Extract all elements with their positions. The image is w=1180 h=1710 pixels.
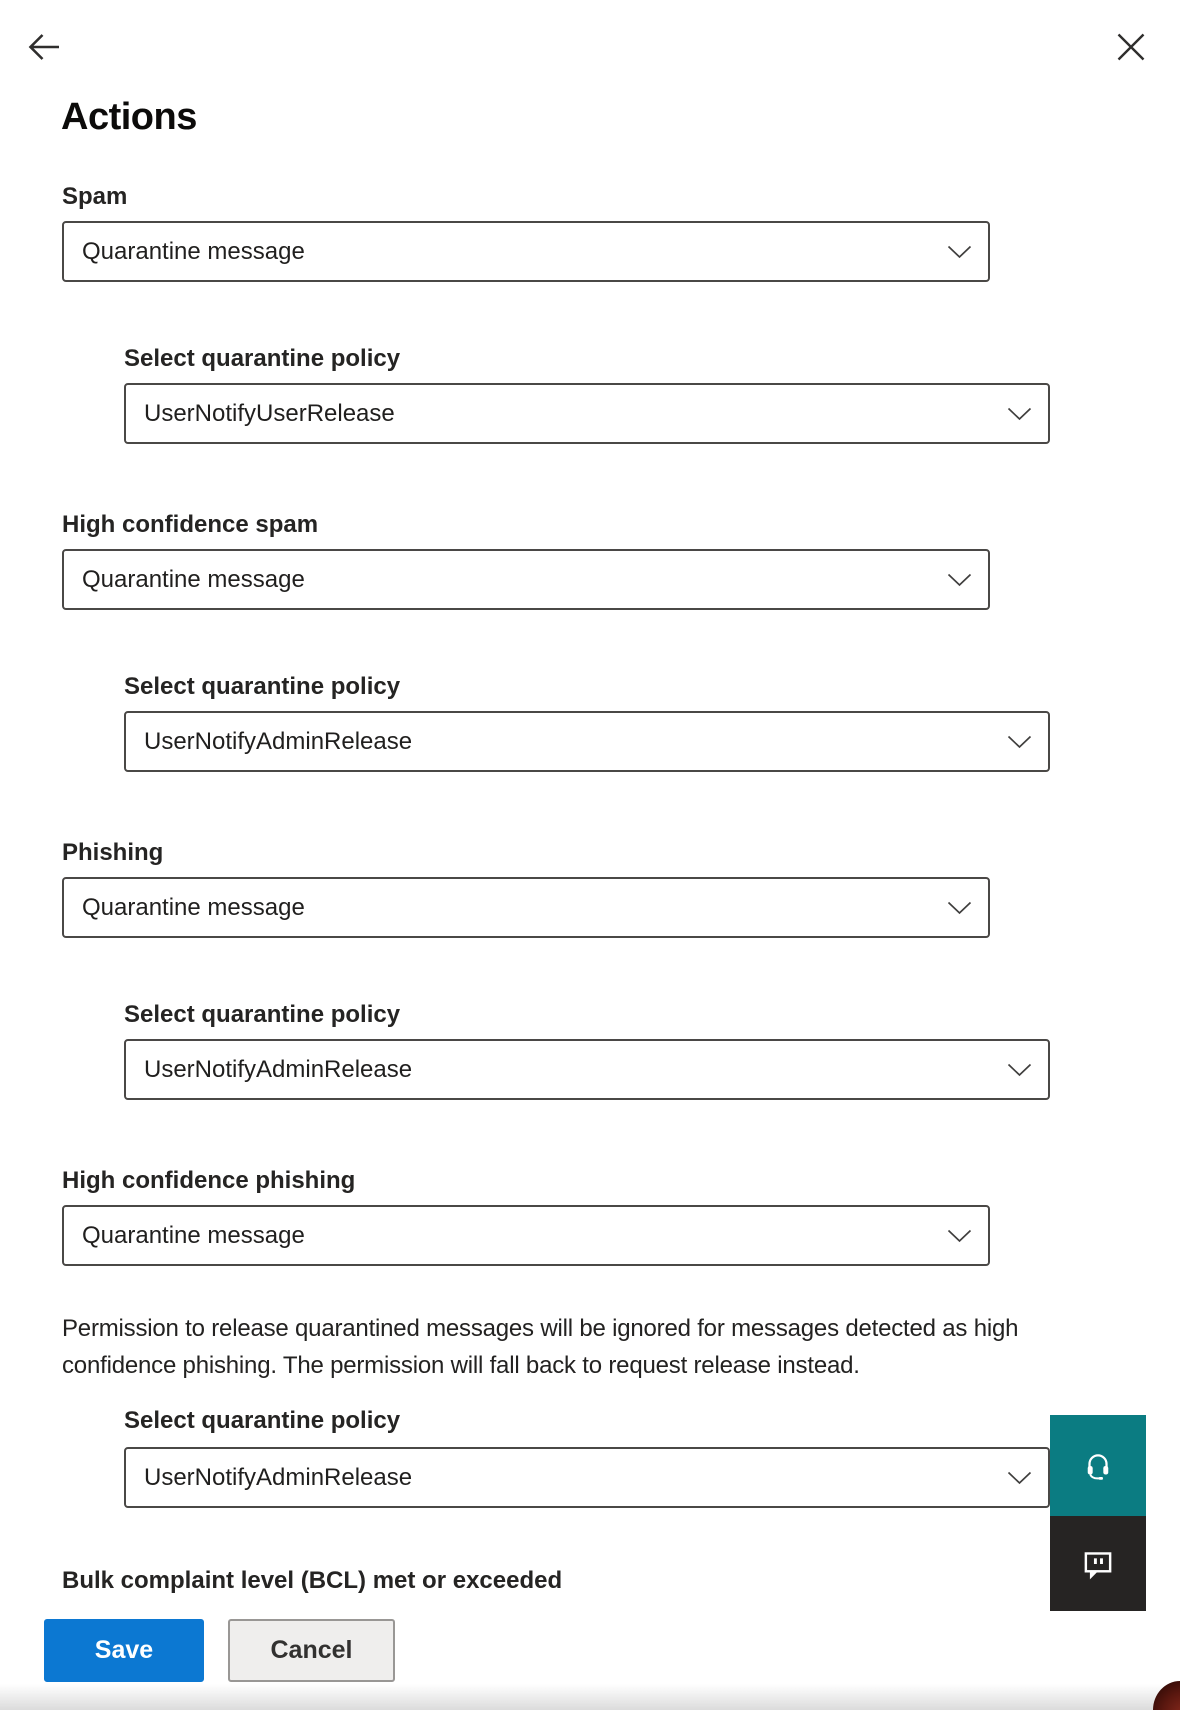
phishing-quarantine-policy-label: Select quarantine policy: [124, 1001, 401, 1028]
high-confidence-phishing-label: High confidence phishing: [62, 1167, 356, 1194]
chevron-down-icon: [1007, 1471, 1032, 1485]
close-button[interactable]: [1114, 30, 1148, 64]
feedback-widget-button[interactable]: [1050, 1516, 1146, 1611]
chevron-down-icon: [947, 573, 972, 587]
combobox-value: Quarantine message: [82, 565, 305, 593]
bottom-shadow-gradient: [0, 1684, 1180, 1710]
high-confidence-phishing-action-select[interactable]: [62, 1205, 990, 1266]
combobox-value: Quarantine message: [82, 237, 305, 265]
high-confidence-spam-label: High confidence spam: [62, 511, 319, 538]
corner-red-object: [1153, 1681, 1180, 1710]
combobox-value: UserNotifyUserRelease: [144, 399, 395, 427]
support-widget-button[interactable]: [1050, 1415, 1146, 1516]
bulk-complaint-level-heading: [62, 1566, 962, 1594]
spam-label: Spam: [62, 183, 128, 210]
chevron-down-icon: [947, 245, 972, 259]
save-button[interactable]: Save: [44, 1619, 204, 1682]
chevron-down-icon: [947, 901, 972, 915]
chevron-down-icon: [1007, 407, 1032, 421]
combobox-value: UserNotifyAdminRelease: [144, 727, 413, 755]
chevron-down-icon: [1007, 1063, 1032, 1077]
speech-bubble-icon: [1080, 1547, 1116, 1581]
spam-action-select[interactable]: [62, 221, 990, 282]
phishing-label: Phishing: [62, 839, 164, 866]
hcp-permission-note: Permission to release quarantined messages will be ignored for messages detected as high confidence phishing. The permission will fall back to request release instead.: [62, 1315, 1019, 1379]
spam-quarantine-policy-select[interactable]: [124, 383, 1050, 444]
bulk-complaint-level-text: Bulk complaint level (BCL) met or exceeded: [62, 1567, 563, 1594]
high-confidence-spam-action-select[interactable]: [62, 549, 990, 610]
cancel-button[interactable]: Cancel: [228, 1619, 395, 1682]
combobox-value: UserNotifyAdminRelease: [144, 1463, 413, 1491]
combobox-value: Quarantine message: [82, 1221, 305, 1249]
combobox-value: UserNotifyAdminRelease: [144, 1055, 413, 1083]
page-title: Actions: [61, 96, 197, 138]
combobox-value: Quarantine message: [82, 893, 305, 921]
spam-quarantine-policy-label: Select quarantine policy: [124, 345, 401, 372]
hcp-quarantine-policy-label: Select quarantine policy: [124, 1407, 401, 1434]
phishing-action-select[interactable]: [62, 877, 990, 938]
hcs-quarantine-policy-label: Select quarantine policy: [124, 673, 401, 700]
hcs-quarantine-policy-select[interactable]: [124, 711, 1050, 772]
phishing-quarantine-policy-select[interactable]: [124, 1039, 1050, 1100]
chevron-down-icon: [1007, 735, 1032, 749]
left-arrow-icon: [26, 29, 62, 65]
close-icon: [1114, 30, 1148, 64]
chevron-down-icon: [947, 1229, 972, 1243]
headset-icon: [1081, 1448, 1115, 1484]
hcp-quarantine-policy-select[interactable]: [124, 1447, 1050, 1508]
back-button[interactable]: [26, 29, 62, 65]
